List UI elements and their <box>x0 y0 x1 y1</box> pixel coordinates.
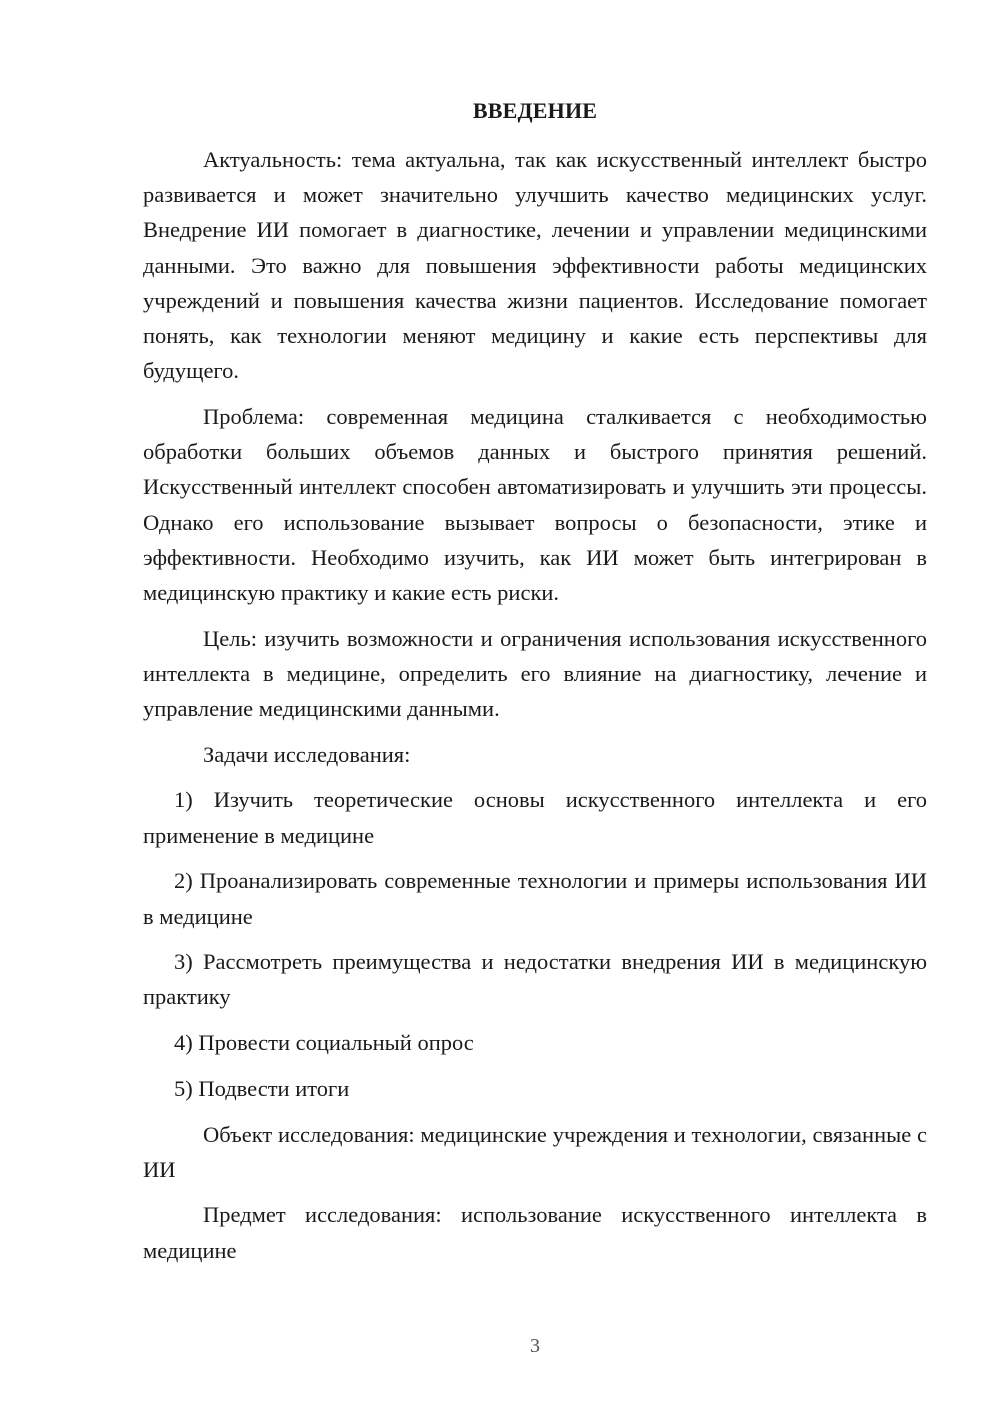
section-heading: ВВЕДЕНИЕ <box>472 98 598 123</box>
document-body <box>143 142 927 1278</box>
task-item-1: 1) Изучить теоретические основы искусственного интеллекта и его применение в медицине <box>143 787 927 848</box>
task-item-3: 3) Рассмотреть преимущества и недостатки внедрения ИИ в медицинскую практику <box>143 949 927 1010</box>
object-paragraph: Объект исследования: медицинские учреждения и технологии, связанные с ИИ <box>143 1121 927 1182</box>
relevance-paragraph: Актуальность: тема актуальна, так как искусственный интеллект быстро развивается и может значительно улучшить качество медицинских услуг. Внедрение ИИ помогает в диагностике, лечении и управлении медицинскими данными. Это важно для повышения эффективности работы медицинских учреждений и повышения качества жизни пациентов. Исследование помогает понять, как технологии меняют медицину и какие есть перспективы для будущего. <box>143 147 927 384</box>
task-item-4: 4) Провести социальный опрос <box>174 1030 474 1056</box>
task-item-5: 5) Подвести итоги <box>174 1075 350 1101</box>
page-number: 3 <box>530 1335 540 1357</box>
tasks-title: Задачи исследования: <box>203 741 411 767</box>
task-item-2: 2) Проанализировать современные технологии и примеры использования ИИ в медицине <box>143 868 927 929</box>
problem-paragraph: Проблема: современная медицина сталкивается с необходимостью обработки больших объемов данных и быстрого принятия решений. Искусственный интеллект способен автоматизировать и улучшить эти процессы. Однако его использование вызывает вопросы о безопасности, этике и эффективности. Необходимо изучить, как ИИ может быть интегрирован в медицинскую практику и какие есть риски. <box>143 403 927 605</box>
subject-paragraph: Предмет исследования: использование искусственного интеллекта в медицине <box>143 1202 927 1263</box>
document-page <box>143 0 927 1414</box>
goal-paragraph: Цель: изучить возможности и ограничения использования искусственного интеллекта в медицине, определить его влияние на диагностику, лечение и управление медицинскими данными. <box>143 625 927 722</box>
